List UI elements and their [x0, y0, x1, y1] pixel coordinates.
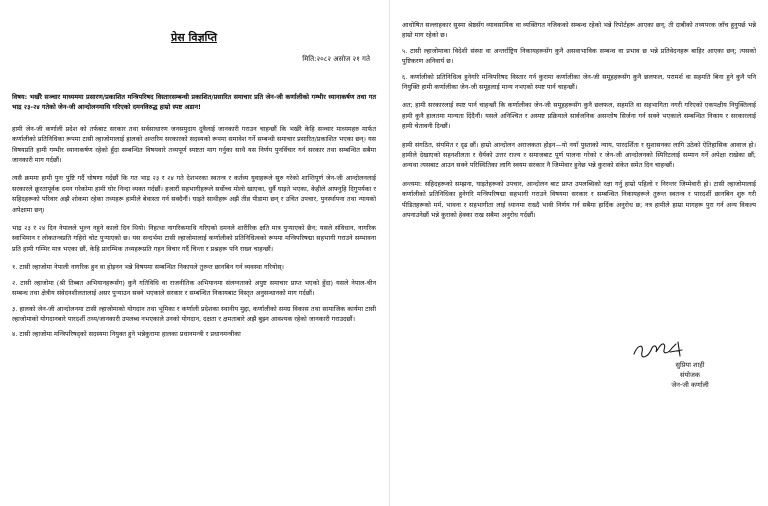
- handwritten-signature: [630, 340, 690, 360]
- paragraph-intro: हामी जेन-जी कर्णाली प्रदेश को तर्फबाट सरकार तथा सर्वसाधारण जनसमुदाय दुवैलाई जानकारी गराउन चाहन्छौं कि भर्खरै केहि सञ्चार माध्यमहरु मार्फत कर्णालीको प्रतिनिधिका रूपमा टासी ल्हाजोमालाई हालको अन्तरिम सरकारको सदस्यको रूपमा समावेश गर्ने सम्बन्धी समाचार प्रसारित/प्रकाशित भएका छन्। यस विषयप्रति हामी गम्भीर ध्यानाकर्षण रहेको हुँदा सम्बन्धित विषयवारे तथ्यपूर्ण स्पष्टता माग गर्नुका साथै यस निर्णय पुनर्विचार गर्न सरकार तथा सम्बन्धित सबैमा जानकारी माग गर्दछौं।: [12, 124, 376, 165]
- right-column: [402, 0, 756, 221]
- document-title: प्रेस विज्ञप्ति: [170, 31, 218, 44]
- signatory-role: संयोजक: [680, 371, 700, 379]
- point-3: ३. हालको जेन-जी आन्दोलनमा टासी ल्हाजोमाको योगदान तथा भूमिका र कर्णाली प्रदेशका स्थानीय मुद्दा, कर्णालीको समग्र विकास तथा सामाजिक कार्यमा टासी ल्हाजोमाको योगदानबारे पारदर्शी तथ्य/जानकारी उपलब्ध नभएकाले उनको योगदान, दक्षता र क्षमताबारे अझै बुझ्न आवश्यक रहेको जानकारी गराउदछौं।: [12, 304, 376, 323]
- point-4: ४. टासी ल्हाजोमा मन्त्रिपरिषद्को सदस्यमा नियुक्त हुने भन्नेकुरामा हालका प्रधानमन्त्री र प्रधानमन्त्रीका: [12, 330, 241, 339]
- signature-block: [630, 340, 750, 390]
- point-6: ६. कर्णालीको प्रतिनिधित्व हुनेगरि मन्त्रिपरिषद विस्तार गर्न कुरामा कर्णालीका जेन-जी समूहहरूसँग कुनै छलफल, परामर्श वा सहमति बिना हुने कुनै पनि नियुक्ति हामी कर्णालीका जेन-जी समूहलाई मान्य नभएको स्पष्ट पार्न चाहन्छौं।: [402, 72, 756, 92]
- subject-line: विषय: भर्खरै सञ्चार माध्यममा प्रसारण/प्रकाशित मन्त्रिपरिषद विस्तारसम्बन्धी प्रकाशित/प्रसारित समाचार प्रति जेन-जी कर्णालीको गम्भीर ध्यानाकर्षण तथा गत भाद्र २३-२४ गतेको जेन-जी आन्दोलनमाथि गरिएको दमनविरुद्ध हाम्रो स्पष्ट अडान!: [12, 93, 376, 112]
- paragraph-resolve: हामी संगठित, संयमित र दृढ छौं। हाम्रो आन्दोलन अराजकता होइन—यो नयाँ पुस्ताको न्याय, पारदर्शिता र सुशासनका लागि उठेको ऐतिहासिक आवाज हो। हामीले देखाएको सहनशीलता र धैर्यको उत्तर राज्य र समाजबाट पूर्ण पालना गरेको र जेन-जी आन्दोलनको स्पिरिटलाई सम्मान गर्ने अपेक्षा राखेका छौं; अन्यथा त्यसबाट आउन सक्ने परिस्थितिका लागि स्वयम सरकार नै जिम्मेवार हुनेछ भन्ने कुराको संकेत समेत दिन चाहन्छौं।: [402, 140, 756, 170]
- signatory-organization: जेन-जी कर्णाली: [671, 381, 709, 389]
- point-5: ५. टासी ल्हाजोमाका विदेशी संस्था वा अन्तर्राष्ट्रिय निकायहरूसँग कुनै असवाभाविक सम्बन्ध वा प्रभाव छ भन्ने प्रतिवेदनहरू बाहिर आएका छन्; त्यसको पुष्टिकरण अनिवार्य छ।: [402, 46, 756, 66]
- point-2: २. टासी ल्हाजोमा (श्री तिब्बत अभियानहरूसँग) कुनै गतिविधि वा राजनीतिक अभियानमा संलग्नताको अपुष्ट समाचार प्राप्त भएको हुँदा) यसले नेपाल-चीन सम्बन्ध तथा क्षेत्रीय संवेदनशीलतालाई असर पुऱ्याउन सक्ने भएकाले सरकार र सम्बन्धित निकायबाट विस्तृत अनुसन्धानको माग गर्दछौं।: [12, 278, 376, 298]
- left-column: [12, 0, 376, 340]
- paragraph-condemnation: त्यसै क्रममा हामी पुनः पुष्टि गर्दै घोषणा गर्दछौं कि गत भाद्र २३ र २४ गते देशभरका स्वतन्त्र र कर्तव्य युवाहरूले सुरु गरेको शान्तिपूर्ण जेन-जी आन्दोलनलाई सरकारले क्रूरतापूर्वक दमन गरेकोमा हामी घोर निन्दा व्यक्त गर्दछौं। हजारौं सहभागीहरूले सर्वोच्च मोलो खाएका, धुर्वै घाइते भएका, केहीले आफ्नुहि दिगुपर्यका र सहिदहरूको परिवार अझै शोकमा रहेका तथ्यहरू हामीले बेवास्ता गर्न सक्दैनौं। घाइते साथीहरू अझै तीव्र पीडामा छन् र उचित उपचार, पुनर्स्थापना तथा न्यायको अपेक्षामा छन्।: [12, 174, 376, 214]
- point-1: १. टासी ल्हाजोमा नेपाली नागरिक हुन वा होइनन भन्ने विषयमा सम्बन्धित निकायले तुरुन्त छानबिन गर्न व्यवस्था गरियोस्।: [12, 263, 284, 272]
- paragraph-conclusion: अन्त्यमा: सहिदहरूको सम्झना, घाइतेहरूको उपचार, आन्दोलन बाट प्राप्त उपलब्धिको रक्षा गर्नु हाम्रो पहिलो र निरन्तर जिम्मेवारी हो। टासी ल्हाजोमालाई कर्णालीको प्रतिनिधिका हुनेगरि मन्त्रिपरिषद्मा सहभागी गराउने विषयमा सरकार र सम्बन्धित निकायहरूले तुरुन्त स्वतन्त्र र पारदर्शी छानबिन शुरु गरी पीडितहरूको मर्म, भावना र सहभागीता लाई ध्यानमा राख्दै भावी निर्णय गर्न सबैमा हार्दिक अनुरोध छ; नत्र हामीले हाम्रा मागहरू पुरा गर्न अन्य विकल्प अपनाउनेछौं भन्ने कुराको हेक्का राख सबैमा अनुरोध गर्दछौं।: [402, 179, 756, 220]
- paragraph-black-day: भाद्र २३ र २४ दिन नेपालले भुल्न नहुने कालो दिन थियो। निहत्था नागरिकमाथि गरिएको दमनले शारीरिक क्षति मात्र पुऱ्याएको छैन; यसले संविधान, नागरिक स्वाभिमान र लोकतन्त्रप्रति गहिरो चोट पुऱ्याएको छ। यस सन्दर्भमा टासी ल्हाजोमालाई कर्णालीको प्रतिनिधित्वको रूपमा मन्त्रिपरिषद्मा सहभागी गराउने सम्भावना प्रति हामी गम्भिर मात्र भएका छौं, केहि प्रारम्भिक तथ्यहरूप्रति गहन विचार गर्दै चिन्ता र प्रश्नहरू पनि राख्न चाहन्छौं।: [12, 224, 376, 253]
- document-date: मिति:२०८२ असोज २१ गते: [302, 55, 370, 63]
- signatory-name: सुप्रिया शाही: [675, 361, 705, 369]
- paragraph-warning: अत; हामी सरकारलाई स्पष्ट पार्न चाहन्छौं कि कर्णालीका जेन-जी समूहहरूसँग कुनै छलफल, सहमति वा सहभागिता नगरी गरिएको एकपक्षीय नियुक्तिलाई हामी कुनै हालतमा मान्यता दिंदैनौं। यसले अनिश्चित र अस्पष्ट प्रक्रियाले सार्वजनिक असन्तोष सिर्जना गर्न सक्ने भएकाले सम्बन्धित निकाय र सरकारलाई हामी चेतावनी दिन्छौं।: [402, 101, 756, 131]
- point-4-continued: आधोषित सल्लाहकार सुस्मा श्रेष्ठसँग व्यावसायिक वा व्यक्तिगत नजिकको सम्बन्ध रहेको भन्ने रिपोर्टहरू आएका छन्; ती दाबीको तथ्यपरक जाँच हुनुपर्छ भन्ने हाम्रो माग रहेको छ।: [402, 21, 756, 40]
- column-divider: [389, 0, 390, 506]
